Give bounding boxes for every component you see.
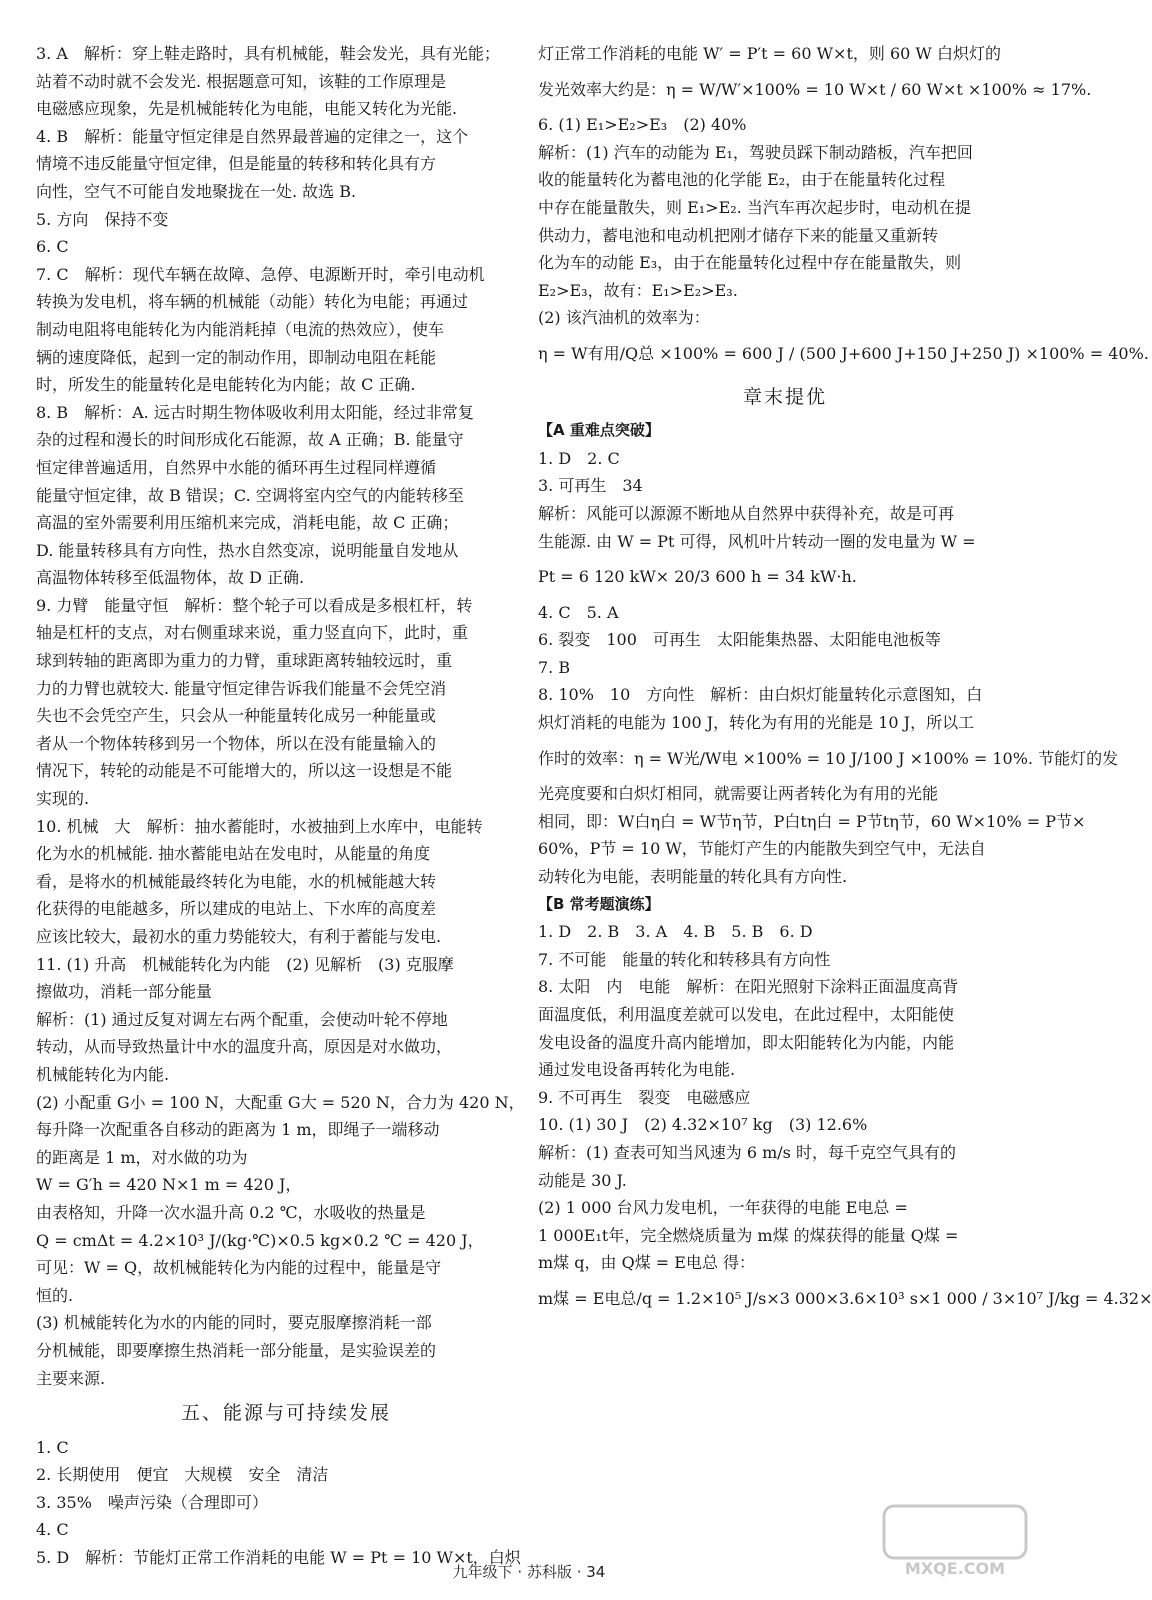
subsection-b-title: 【B 常考题演练】	[538, 894, 660, 913]
answer-line: 解析：风能可以源源不断地从自然界中获得补充，故是可再	[538, 503, 955, 523]
answer-line: 转动，从而导致热量计中水的温度升高，原因是对水做功，	[36, 1037, 453, 1057]
answer-line: 收的能量转化为蓄电池的化学能 E₂，由于在能量转化过程	[538, 170, 946, 190]
answer-line: 6. (1) E₁>E₂>E₃ (2) 40%	[538, 115, 747, 135]
answer-line: 8. B 解析：A. 远古时期生物体吸收利用太阳能，经过非常复	[36, 402, 474, 422]
answer-line: 情境不违反能量守恒定律，但是能量的转移和转化具有方	[36, 154, 437, 174]
answer-line: 者从一个物体转移到另一个物体，所以在没有能量输入的	[36, 733, 437, 753]
answer-line: 3. 可再生 34	[538, 476, 643, 496]
left-answer-lines	[36, 40, 536, 1392]
answer-line: 时，所发生的能量转化是电能转化为内能；故 C 正确.	[36, 375, 416, 395]
answer-line: 主要来源.	[36, 1368, 106, 1388]
svg-text:MXQE.COM: MXQE.COM	[904, 1559, 1006, 1578]
answer-line: 3. A 解析：穿上鞋走路时，具有机械能，鞋会发光，具有光能；	[36, 44, 500, 63]
subsection-a-title: 【A 重难点突破】	[538, 421, 660, 440]
answer-line: 球到转轴的距离即为重力的力臂，重球距离转轴较远时，重	[36, 651, 453, 671]
right-answer-lines-top	[538, 40, 1149, 376]
answer-line: 生能源. 由 W = Pt 可得，风机叶片转动一圈的发电量为 W =	[538, 531, 976, 551]
answer-line: m煤 = E电总/q = 1.2×10⁵ J/s×3 000×3.6×10³ s×1 000 / 3×10⁷ J/kg = 4.32×	[538, 1288, 1152, 1308]
answer-line: 1. D 2. B 3. A 4. B 5. B 6. D	[538, 922, 813, 942]
answer-line: 力的力臂也就较大. 能量守恒定律告诉我们能量不会凭空消	[36, 678, 447, 698]
answer-line: 情况下，转轮的动能是不可能增大的，所以这一设想是不能	[36, 761, 453, 781]
answer-line: 电磁感应现象，先是机械能转化为电能，电能又转化为光能.	[36, 99, 458, 119]
answer-line: 能量守恒定律，故 B 错误；C. 空调将室内空气的内能转移至	[36, 485, 464, 505]
answer-line: 8. 太阳 内 电能 解析：在阳光照射下涂料正面温度高背	[538, 977, 959, 997]
answer-line: Q = cmΔt = 4.2×10³ J/(kg·℃)×0.5 kg×0.2 ℃ = 420 J，	[36, 1230, 484, 1250]
answer-line: 发电设备的温度升高内能增加，即太阳能转化为内能，内能	[538, 1032, 955, 1052]
answer-line: 向性，空气不可能自发地聚拢在一处. 故选 B.	[36, 181, 357, 201]
answer-line: 可见：W = Q，故机械能转化为内能的过程中，能量是守	[36, 1258, 442, 1278]
answer-line: 10. 机械 大 解析：抽水蓄能时，水被抽到上水库中，电能转	[36, 816, 483, 836]
answer-line: 9. 不可再生 裂变 电磁感应	[538, 1087, 751, 1107]
answer-line: 应该比较大，最初水的重力势能较大，有利于蓄能与发电.	[36, 927, 442, 946]
answer-line: 实现的.	[36, 789, 90, 809]
answer-line: 中存在能量散失，则 E₁>E₂. 当汽车再次起步时，电动机在提	[538, 197, 971, 217]
answer-line: 解析：(1) 查表可知当风速为 6 m/s 时，每千克空气具有的	[538, 1142, 956, 1162]
answer-line: 看，是将水的机械能最终转化为电能，水的机械能越大转	[36, 871, 437, 891]
answer-line: 1. C	[36, 1437, 69, 1457]
answer-line: 面温度低，利用温度差就可以发电，在此过程中，太阳能使	[538, 1005, 955, 1024]
answer-line: (2) 小配重 G小 = 100 N，大配重 G大 = 520 N，合力为 420 N，	[36, 1092, 525, 1112]
answer-line: 供动力，蓄电池和电动机把刚才储存下来的能量又重新转	[538, 225, 939, 245]
answer-line: 4. B 解析：能量守恒定律是自然界最普遍的定律之一，这个	[36, 126, 469, 146]
answer-line: Pt = 6 120 kW× 20/3 600 h = 34 kW·h.	[538, 567, 857, 587]
answer-line: 擦做功，消耗一部分能量	[36, 982, 213, 1002]
answer-line: 化为车的动能 E₃，由于在能量转化过程中存在能量散失，则	[538, 253, 962, 273]
answer-line: 发光效率大约是：η = W/W′×100% = 10 W×t / 60 W×t ×100% ≈ 17%.	[538, 79, 1092, 99]
answer-line: 转换为发电机，将车辆的机械能（动能）转化为电能；再通过	[36, 292, 469, 312]
answer-line: 8. 10% 10 方向性 解析：由白炽灯能量转化示意图知，白	[538, 685, 983, 705]
answer-line: 动能是 30 J.	[538, 1170, 627, 1190]
answer-line: 的距离是 1 m，对水做的功为	[36, 1147, 248, 1167]
answer-line: 7. 不可能 能量的转化和转移具有方向性	[538, 949, 831, 969]
answer-line: 相同，即：W白η白 = W节η节，P白tη白 = P节tη节，60 W×10% = P节×	[538, 811, 1086, 831]
section-title: 五、能源与可持续发展	[180, 1402, 391, 1425]
answer-line: 恒的.	[36, 1285, 74, 1305]
answer-line: m煤 q，由 Q煤 = E电总 得：	[538, 1253, 756, 1273]
watermark-logo	[880, 1500, 1030, 1580]
left-answer-lines-2	[36, 1434, 536, 1572]
answer-line: 由表格知，升降一次水温升高 0.2 ℃，水吸收的热量是	[36, 1202, 426, 1222]
chapter-title: 章末提优	[742, 385, 827, 408]
answer-line: 作时的效率：η = W光/W电 ×100% = 10 J/100 J ×100% = 10%. 节能灯的发	[538, 748, 1119, 768]
answer-line: 机械能转化为内能.	[36, 1064, 170, 1084]
answer-line: 高温的室外需要利用压缩机来完成，消耗电能，故 C 正确；	[36, 513, 459, 533]
answer-line: 6. C	[36, 237, 69, 257]
answer-line: 11. (1) 升高 机械能转化为内能 (2) 见解析 (3) 克服摩	[36, 954, 454, 974]
right-answer-lines-b	[538, 918, 1152, 1320]
answer-line: 4. C	[36, 1520, 69, 1540]
answer-line: 解析：(1) 汽车的动能为 E₁，驾驶员踩下制动踏板，汽车把回	[538, 142, 973, 162]
answer-line: 站着不动时就不会发光. 根据题意可知，该鞋的工作原理是	[36, 71, 447, 91]
answer-line: 6. 裂变 100 可再生 太阳能集热器、太阳能电池板等	[538, 630, 941, 650]
answer-line: D. 能量转移具有方向性，热水自然变凉，说明能量自发地从	[36, 540, 459, 560]
answer-line: E₂>E₃，故有：E₁>E₂>E₃.	[538, 280, 738, 300]
answer-line: 2. 长期使用 便宜 大规模 安全 清洁	[36, 1465, 329, 1485]
answer-line: 化获得的电能越多，所以建成的电站上、下水库的高度差	[36, 899, 437, 919]
answer-line: 杂的过程和漫长的时间形成化石能源，故 A 正确；B. 能量守	[36, 430, 464, 450]
answer-line: 10. (1) 30 J (2) 4.32×10⁷ kg (3) 12.6%	[538, 1115, 868, 1135]
answer-line: W = G′h = 420 N×1 m = 420 J，	[36, 1175, 302, 1195]
answer-line: 灯正常工作消耗的电能 W′ = P′t = 60 W×t，则 60 W 白炽灯的	[538, 44, 1001, 63]
answer-line: 1 000E₁t年，完全燃烧质量为 m煤 的煤获得的能量 Q煤 =	[538, 1225, 959, 1245]
answer-line: 光亮度要和白炽灯相同，就需要让两者转化为有用的光能	[538, 784, 939, 804]
answer-line: 失也不会凭空产生，只会从一种能量转化成另一种能量或	[36, 706, 437, 726]
left-column	[36, 40, 536, 1572]
answer-line: 7. B	[538, 657, 571, 677]
answer-line: 60%，P节 = 10 W，节能灯产生的内能散失到空气中，无法自	[538, 839, 986, 859]
answer-line: 5. D 解析：节能灯正常工作消耗的电能 W = Pt = 10 W×t，白炽	[36, 1548, 521, 1568]
answer-line: 炽灯消耗的电能为 100 J，转化为有用的光能是 10 J，所以工	[538, 713, 975, 733]
answer-line: 分机械能，即要摩擦生热消耗一部分能量，是实验误差的	[36, 1340, 437, 1360]
answer-line: 辆的速度降低，起到一定的制动作用，即制动电阻在耗能	[36, 347, 437, 367]
answer-line: 恒定律普遍适用，自然界中水能的循环再生过程同样遵循	[36, 457, 437, 477]
answer-line: 动转化为电能，表明能量的转化具有方向性.	[538, 867, 848, 887]
answer-line: 1. D 2. C	[538, 448, 620, 468]
answer-line: (2) 该汽油机的效率为：	[538, 308, 710, 328]
page-footer: 九年级下 · 苏科版 · 34	[452, 1563, 606, 1581]
answer-line: 7. C 解析：现代车辆在故障、急停、电源断开时，牵引电动机	[36, 264, 485, 284]
answer-line: (3) 机械能转化为水的内能的同时，要克服摩擦消耗一部	[36, 1313, 432, 1333]
answer-line: η = W有用/Q总 ×100% = 600 J / (500 J+600 J+150 J+250 J) ×100% = 40%.	[538, 343, 1149, 363]
answer-line: 每升降一次配重各自移动的距离为 1 m，即绳子一端移动	[36, 1120, 440, 1140]
answer-line: 5. 方向 保持不变	[36, 209, 169, 229]
answer-line: 制动电阻将电能转化为内能消耗掉（电流的热效应），使车	[36, 319, 445, 339]
answer-line: 轴是杠杆的支点，对右侧重球来说，重力竖直向下，此时，重	[36, 623, 469, 643]
answer-line: 3. 35% 噪声污染（合理即可）	[36, 1492, 268, 1512]
right-answer-lines-a	[538, 445, 1119, 891]
answer-line: 通过发电设备再转化为电能.	[538, 1060, 736, 1080]
answer-line: (2) 1 000 台风力发电机，一年获得的电能 E电总 =	[538, 1198, 908, 1218]
answer-line: 4. C 5. A	[538, 602, 619, 622]
answer-line: 化为水的机械能. 抽水蓄能电站在发电时，从能量的角度	[36, 844, 431, 864]
right-column	[538, 40, 1152, 1321]
answer-line: 9. 力臂 能量守恒 解析：整个轮子可以看成是多根杠杆，转	[36, 595, 473, 615]
answer-line: 高温物体转移至低温物体，故 D 正确.	[36, 568, 305, 588]
answer-line: 解析：(1) 通过反复对调左右两个配重，会使动叶轮不停地	[36, 1009, 448, 1029]
